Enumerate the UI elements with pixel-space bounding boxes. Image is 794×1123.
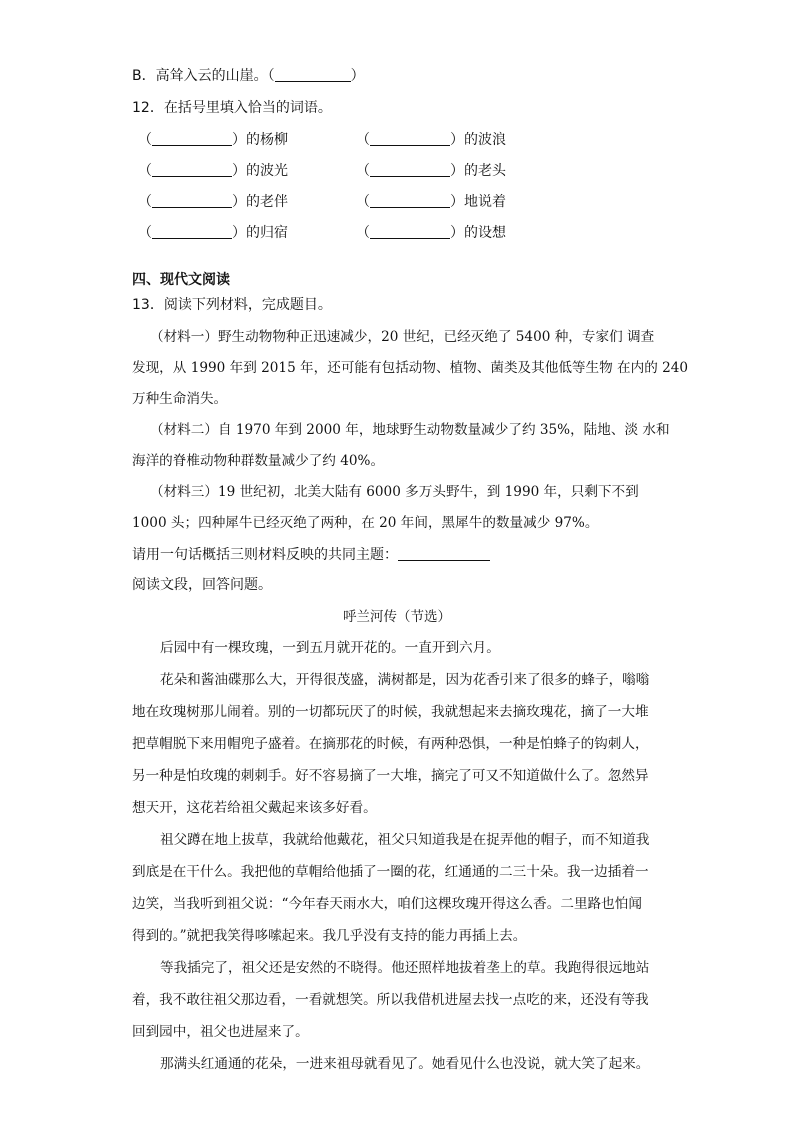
q12-item-right (356, 161, 506, 181)
q12-left-text: ）的老伴 (232, 194, 288, 210)
material-1-line: （材料一）野生动物物种正迅速减少，20 世纪，已经灭绝了 5400 种，专家们 调查 (150, 329, 655, 345)
passage-title: 呼兰河传（节选） (343, 609, 451, 625)
answer-blank[interactable] (370, 224, 450, 239)
bracket-open: （ (138, 163, 152, 179)
passage-line: 另一种是怕玫瑰的刺刺手。好不容易摘了一大堆，摘完了可又不知道做什么了。忽然异 (132, 768, 649, 784)
answer-blank[interactable] (152, 224, 232, 239)
q12-stem: 12．在括号里填入恰当的词语。 (132, 100, 332, 116)
passage-line: 把草帽脱下来用帽兜子盛着。在摘那花的时候，有两种恐惧，一种是怕蜂子的钩刺人， (132, 736, 649, 752)
material-1-line: 发现，从 1990 年到 2015 年，还可能有包括动物、植物、菌类及其他低等生物 在内的 240 (132, 360, 689, 376)
q11-option-b-close: ） (350, 68, 365, 84)
q12-right-text: ）地说着 (450, 194, 506, 210)
bracket-open: （ (356, 132, 370, 148)
bracket-open: （ (356, 225, 370, 241)
q12-item-right (356, 223, 506, 243)
answer-blank[interactable] (152, 162, 232, 177)
passage-line: 花朵和酱油碟那么大，开得很茂盛，满树都是，因为花香引来了很多的蜂子，嗡嗡 (160, 672, 650, 688)
answer-blank[interactable] (152, 131, 232, 146)
material-2-line: （材料二）自 1970 年到 2000 年，地球野生动物数量减少了约 35%，陆地、淡 水和 (150, 422, 670, 438)
bracket-open: （ (138, 194, 152, 210)
material-2-line: 海洋的脊椎动物种群数量减少了约 40%。 (132, 453, 385, 469)
q12-item-right (356, 130, 506, 150)
section-heading: 四、现代文阅读 (132, 272, 230, 288)
material-3-line: （材料三）19 世纪初，北美大陆有 6000 多万头野牛，到 1990 年，只剩下不到 (150, 484, 639, 500)
bracket-open: （ (138, 132, 152, 148)
bracket-open: （ (356, 163, 370, 179)
passage-line: 得到的。”就把我笑得哆嗦起来。我几乎没有支持的能力再插上去。 (132, 928, 527, 944)
passage-line: 想天开，这花若给祖父戴起来该多好看。 (132, 800, 377, 816)
q12-item-left (138, 130, 288, 150)
q12-right-text: ）的设想 (450, 225, 506, 241)
passage-line: 回到园中，祖父也进屋来了。 (132, 1024, 309, 1040)
q12-item-right (356, 192, 506, 212)
passage-line: 那满头红通通的花朵，一进来祖母就看见了。她看见什么也没说，就大笑了起来。 (160, 1056, 650, 1072)
answer-blank[interactable] (370, 131, 450, 146)
reading-instruction: 阅读文段，回答问题。 (132, 577, 272, 593)
passage-line: 后园中有一棵玫瑰，一到五月就开花的。一直开到六月。 (160, 640, 500, 656)
passage-line: 到底是在干什么。我把他的草帽给他插了一圈的花，红通通的二三十朵。我一边插着一 (132, 864, 649, 880)
answer-blank[interactable] (370, 193, 450, 208)
answer-blank[interactable] (152, 193, 232, 208)
passage-line: 祖父蹲在地上拔草，我就给他戴花，祖父只知道我是在捉弄他的帽子，而不知道我 (160, 832, 650, 848)
passage-line: 着，我不敢往祖父那边看，一看就想笑。所以我借机进屋去找一点吃的来，还没有等我 (132, 992, 649, 1008)
q12-item-left (138, 192, 288, 212)
q12-item-left (138, 161, 288, 181)
passage-line: 地在玫瑰树那儿闹着。别的一切都玩厌了的时候，我就想起来去摘玫瑰花，摘了一大堆 (132, 704, 649, 720)
q13-stem: 13．阅读下列材料，完成题目。 (132, 297, 332, 313)
material-1-line: 万种生命消失。 (132, 391, 228, 407)
q12-left-text: ）的杨柳 (232, 132, 288, 148)
q12-left-text: ）的归宿 (232, 225, 288, 241)
q12-right-text: ）的波浪 (450, 132, 506, 148)
q13-question (132, 545, 490, 565)
q11-option-b (132, 66, 365, 86)
passage-line: 边笑，当我听到祖父说：“今年春天雨水大，咱们这棵玫瑰开得这么香。二里路也怕闻 (132, 896, 642, 912)
q11-option-b-text: B．高耸入云的山崖。（ (132, 68, 275, 84)
q12-item-left (138, 223, 288, 243)
material-3-line: 1000 头；四种犀牛已经灭绝了两种，在 20 年间，黑犀牛的数量减少 97%。 (132, 515, 599, 531)
q12-left-text: ）的波光 (232, 163, 288, 179)
bracket-open: （ (138, 225, 152, 241)
bracket-open: （ (356, 194, 370, 210)
q13-question-text: 请用一句话概括三则材料反映的共同主题： (132, 547, 398, 563)
answer-blank[interactable] (398, 546, 490, 561)
answer-blank[interactable] (370, 162, 450, 177)
passage-line: 等我插完了，祖父还是安然的不晓得。他还照样地拔着垄上的草。我跑得很远地站 (160, 960, 650, 976)
answer-blank[interactable] (275, 67, 351, 82)
q12-right-text: ）的老头 (450, 163, 506, 179)
